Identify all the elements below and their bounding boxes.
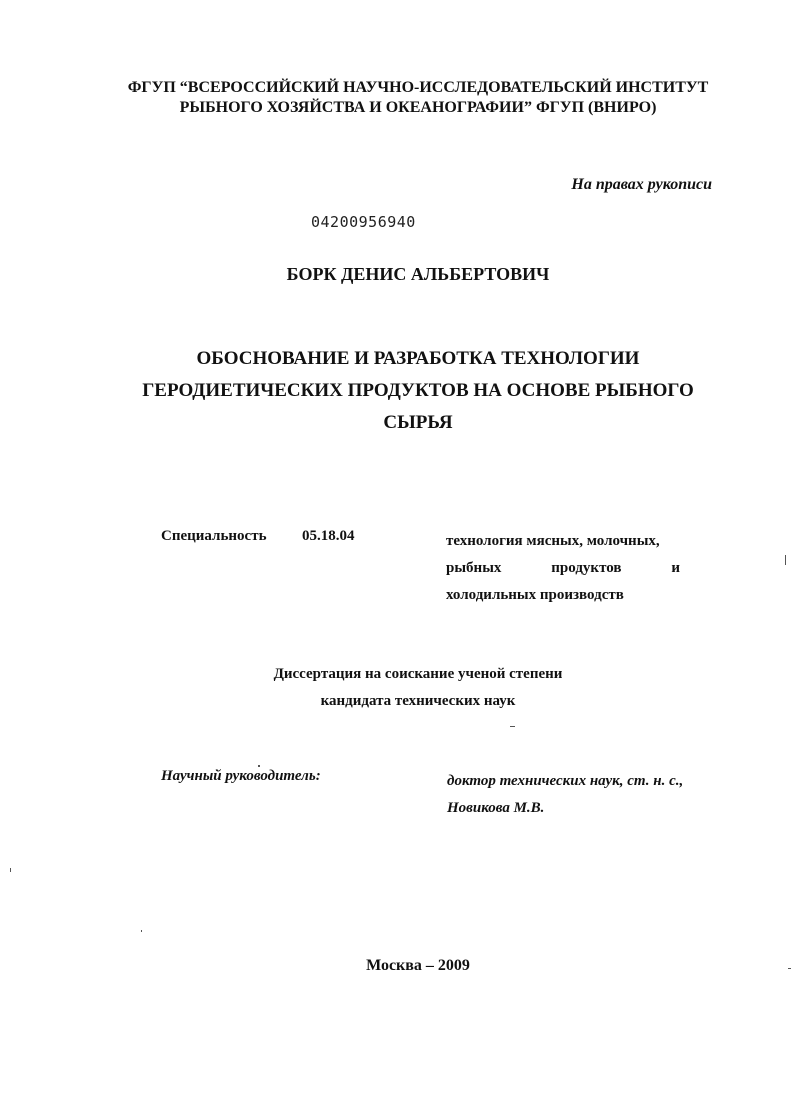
scan-speck <box>10 868 11 872</box>
advisor-details <box>447 768 683 822</box>
advisor-name: Новикова М.В. <box>447 800 545 816</box>
organization-line-2: РЫБНОГО ХОЗЯЙСТВА И ОКЕАНОГРАФИИ” ФГУП (ВНИРО) <box>179 99 657 116</box>
specialty-word: и <box>671 560 680 576</box>
degree-line-2: кандидата технических наук <box>320 693 516 709</box>
city-year: Москва – 2009 <box>366 957 470 974</box>
title-line-3: СЫРЬЯ <box>383 412 453 433</box>
specialty-code: 05.18.04 <box>302 528 355 544</box>
specialty-name-line-3: холодильных производств <box>446 587 624 603</box>
manuscript-rights-note: На правах рукописи <box>571 176 712 193</box>
degree-line-1: Диссертация на соискание ученой степени <box>273 666 563 682</box>
scan-speck <box>258 765 260 767</box>
scan-speck <box>785 555 786 565</box>
specialty-label: Специальность <box>161 528 267 544</box>
dissertation-title <box>100 343 736 439</box>
specialty-name-line-2 <box>446 555 680 582</box>
catalog-number: 04200956940 <box>311 213 416 231</box>
advisor-title: доктор технических наук, ст. н. с., <box>447 773 684 789</box>
degree-statement <box>60 661 776 715</box>
specialty-name-line-1: технология мясных, молочных, <box>446 533 660 549</box>
title-line-2: ГЕРОДИЕТИЧЕСКИХ ПРОДУКТОВ НА ОСНОВЕ РЫБНОГО <box>142 380 694 401</box>
organization-line-1: ФГУП “ВСЕРОССИЙСКИЙ НАУЧНО-ИССЛЕДОВАТЕЛЬСКИЙ ИНСТИТУТ <box>127 79 709 96</box>
advisor-label: Научный руководитель: <box>161 768 321 784</box>
specialty-name <box>446 528 680 609</box>
author-name: БОРК ДЕНИС АЛЬБЕРТОВИЧ <box>286 264 550 284</box>
scan-speck <box>788 968 791 969</box>
title-line-1: ОБОСНОВАНИЕ И РАЗРАБОТКА ТЕХНОЛОГИИ <box>196 348 640 369</box>
specialty-word: продуктов <box>551 560 622 576</box>
specialty-word: рыбных <box>446 560 502 576</box>
scan-speck <box>141 930 142 932</box>
organization-header <box>60 78 776 118</box>
scan-speck <box>510 726 515 727</box>
